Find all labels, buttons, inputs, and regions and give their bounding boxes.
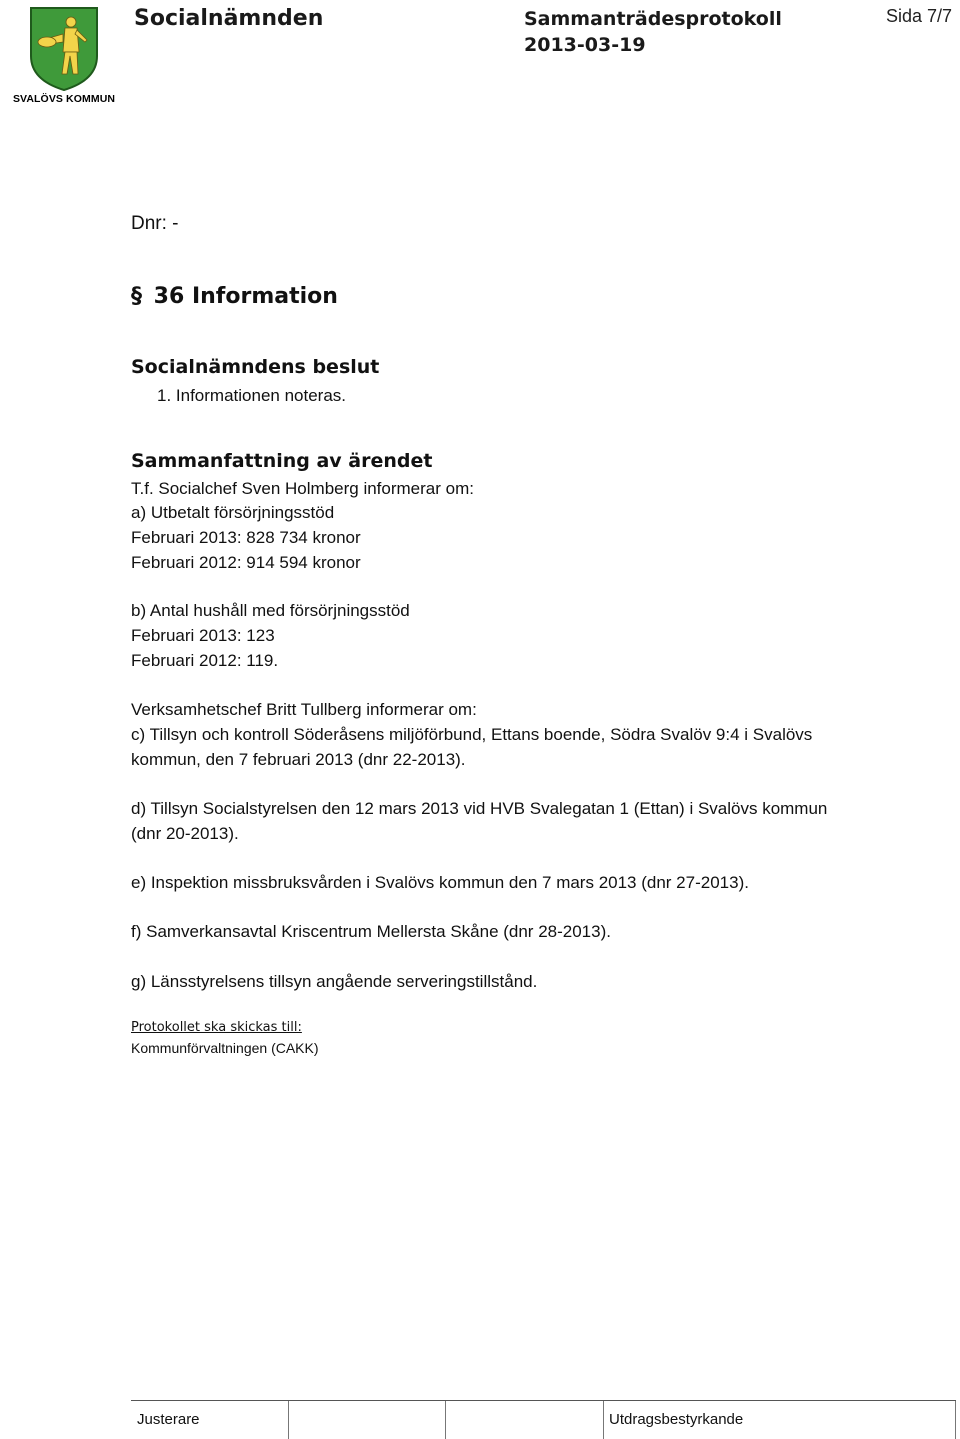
summary-line: Februari 2013: 123 bbox=[131, 626, 275, 645]
summary-line: Februari 2013: 828 734 kronor bbox=[131, 528, 361, 547]
summary-line: f) Samverkansavtal Kriscentrum Mellersta Skåne (dnr 28-2013). bbox=[131, 922, 611, 941]
justerare-label: Justerare bbox=[137, 1411, 200, 1428]
committee-name: Socialnämnden bbox=[134, 6, 324, 31]
summary-line: e) Inspektion missbruksvården i Svalövs kommun den 7 mars 2013 (dnr 27-2013). bbox=[131, 873, 749, 892]
distribution-recipient: Kommunförvaltningen (CAKK) bbox=[131, 1040, 319, 1056]
summary-line: a) Utbetalt försörjningsstöd bbox=[131, 503, 335, 522]
distribution-heading: Protokollet ska skickas till: bbox=[131, 1020, 302, 1035]
summary-line: b) Antal hushåll med försörjningsstöd bbox=[131, 601, 410, 620]
coat-of-arms-icon bbox=[27, 4, 101, 92]
protocol-title: Sammanträdesprotokoll bbox=[524, 8, 782, 30]
decision-item: 1. Informationen noteras. bbox=[157, 386, 347, 405]
summary-line: kommun, den 7 februari 2013 (dnr 22-2013). bbox=[131, 750, 466, 769]
summary-heading: Sammanfattning av ärendet bbox=[131, 450, 433, 472]
signature-footer bbox=[131, 1400, 956, 1439]
decision-heading: Socialnämndens beslut bbox=[131, 356, 380, 378]
summary-line: d) Tillsyn Socialstyrelsen den 12 mars 2013 vid HVB Svalegatan 1 (Ettan) i Svalövs kommun bbox=[131, 799, 828, 818]
utdragsbestyrkande-label: Utdragsbestyrkande bbox=[609, 1411, 744, 1428]
section-heading bbox=[131, 284, 338, 309]
summary-line: g) Länsstyrelsens tillsyn angående serveringstillstånd. bbox=[131, 972, 538, 991]
summary-intro: T.f. Socialchef Sven Holmberg informerar om: bbox=[131, 479, 474, 498]
footer-divider bbox=[603, 1401, 604, 1439]
summary-line: Februari 2012: 119. bbox=[131, 651, 279, 670]
section-title: 36 Information bbox=[153, 284, 338, 309]
footer-divider bbox=[955, 1401, 956, 1439]
summary-line: Februari 2012: 914 594 kronor bbox=[131, 553, 361, 572]
protocol-date: 2013-03-19 bbox=[524, 34, 646, 56]
footer-divider bbox=[288, 1401, 289, 1439]
logo-text: SVALÖVS KOMMUN bbox=[12, 93, 116, 105]
protocol-header bbox=[524, 6, 782, 58]
dnr-label: Dnr: - bbox=[131, 213, 179, 234]
footer-divider bbox=[445, 1401, 446, 1439]
summary-line: Verksamhetschef Britt Tullberg informerar om: bbox=[131, 700, 477, 719]
page-number: Sida 7/7 bbox=[886, 6, 953, 26]
municipality-logo bbox=[12, 4, 116, 108]
summary-line: (dnr 20-2013). bbox=[131, 824, 239, 843]
summary-line: c) Tillsyn och kontroll Söderåsens miljöförbund, Ettans boende, Södra Svalöv 9:4 i Svalövs bbox=[131, 725, 813, 744]
section-symbol: § bbox=[131, 284, 142, 309]
